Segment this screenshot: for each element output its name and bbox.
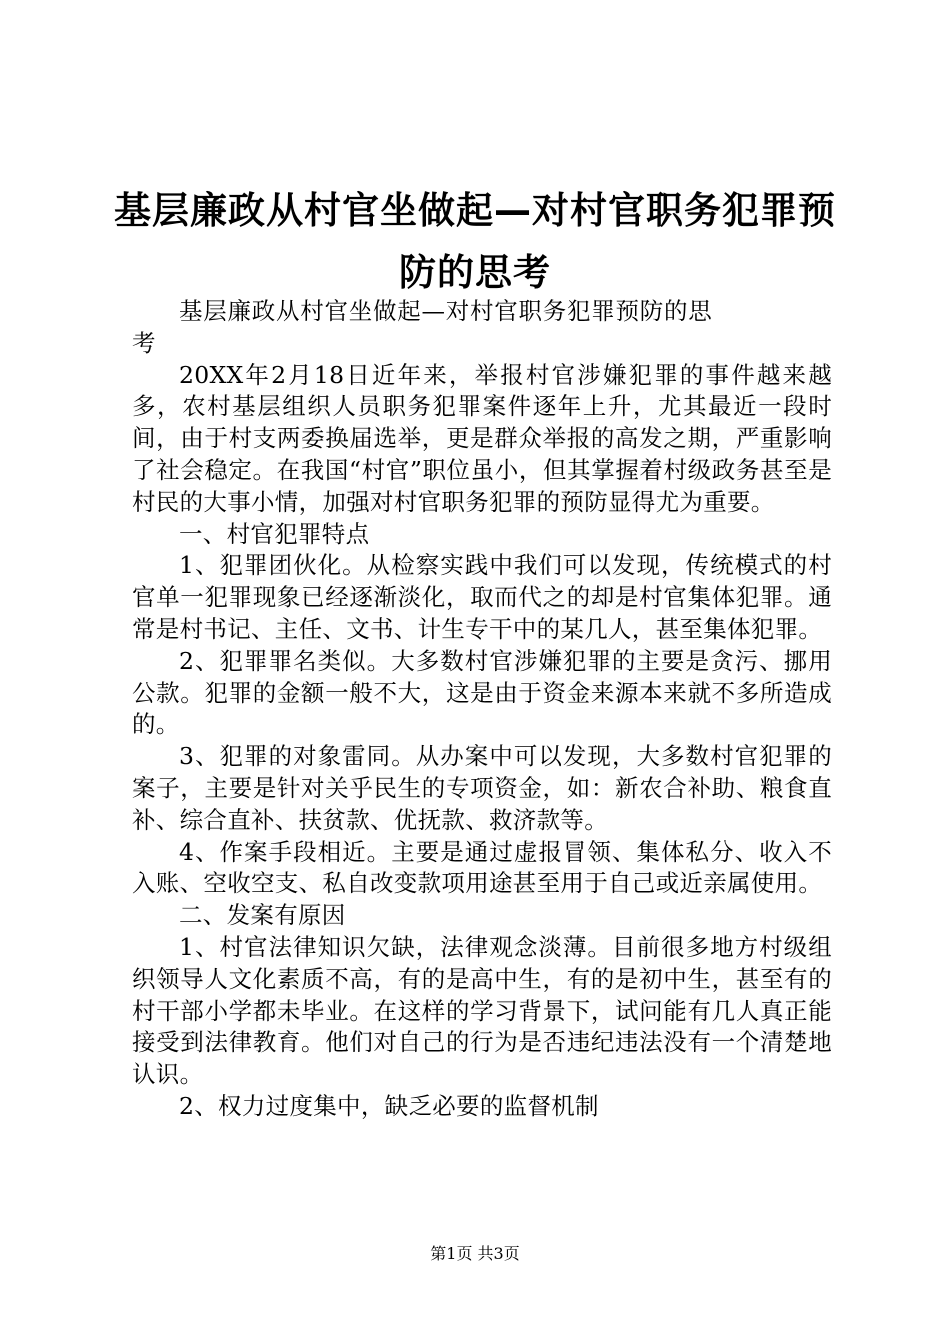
feature-paragraph-1: 1、犯罪团伙化。从检察实践中我们可以发现，传统模式的村官单一犯罪现象已经逐渐淡化，取而代之的却是村官集体犯罪。通常是村书记、主任、文书、计生专干中的某几人，甚至集体犯罪。 [132, 551, 832, 643]
feature-paragraph-4: 4、作案手段相近。主要是通过虚报冒领、集体私分、收入不入账、空收空支、私自改变款项用途甚至用于自己或近亲属使用。 [132, 837, 832, 898]
cause-paragraph-2: 2、权力过度集中，缺乏必要的监督机制 [179, 1091, 599, 1120]
feature-paragraph-3: 3、犯罪的对象雷同。从办案中可以发现，大多数村官犯罪的案子，主要是针对关乎民生的专项资金，如：新农合补助、粮食直补、综合直补、扶贫款、优抚款、救济款等。 [132, 742, 832, 834]
feature-paragraph-2: 2、犯罪罪名类似。大多数村官涉嫌犯罪的主要是贪污、挪用公款。犯罪的金额一般不大，这是由于资金来源本来就不多所造成的。 [132, 646, 832, 739]
document-body [132, 296, 832, 1123]
subtitle-paragraph: 基层廉政从村官坐做起—对村官职务犯罪预防的思考 [132, 297, 712, 357]
intro-paragraph: 20XX年2月18日近年来，举报村官涉嫌犯罪的事件越来越多，农村基层组织人员职务犯罪案件逐年上升，尤其最近一段时间，由于村支两委换届选举，更是群众举报的高发之期，严重影响了社会稳定。在我国“村官”职位虽小，但其掌握着村级政务甚至是村民的大事小情，加强对村官职务犯罪的预防显得尤为重要。 [132, 360, 832, 516]
cause-paragraph-1: 1、村官法律知识欠缺，法律观念淡薄。目前很多地方村级组织领导人文化素质不高，有的是高中生，有的是初中生，甚至有的村干部小学都未毕业。在这样的学习背景下，试问能有几人真正能接受到法律教育。他们对自己的行为是否违纪违法没有一个清楚地认识。 [132, 932, 832, 1089]
page-title: 基层廉政从村官坐做起—对村官职务犯罪预防的思考 [114, 189, 836, 294]
page-footer: 第1页 共3页 [430, 1244, 520, 1263]
section-heading-features: 一、村官犯罪特点 [179, 519, 370, 548]
section-heading-causes: 二、发案有原因 [179, 901, 346, 930]
